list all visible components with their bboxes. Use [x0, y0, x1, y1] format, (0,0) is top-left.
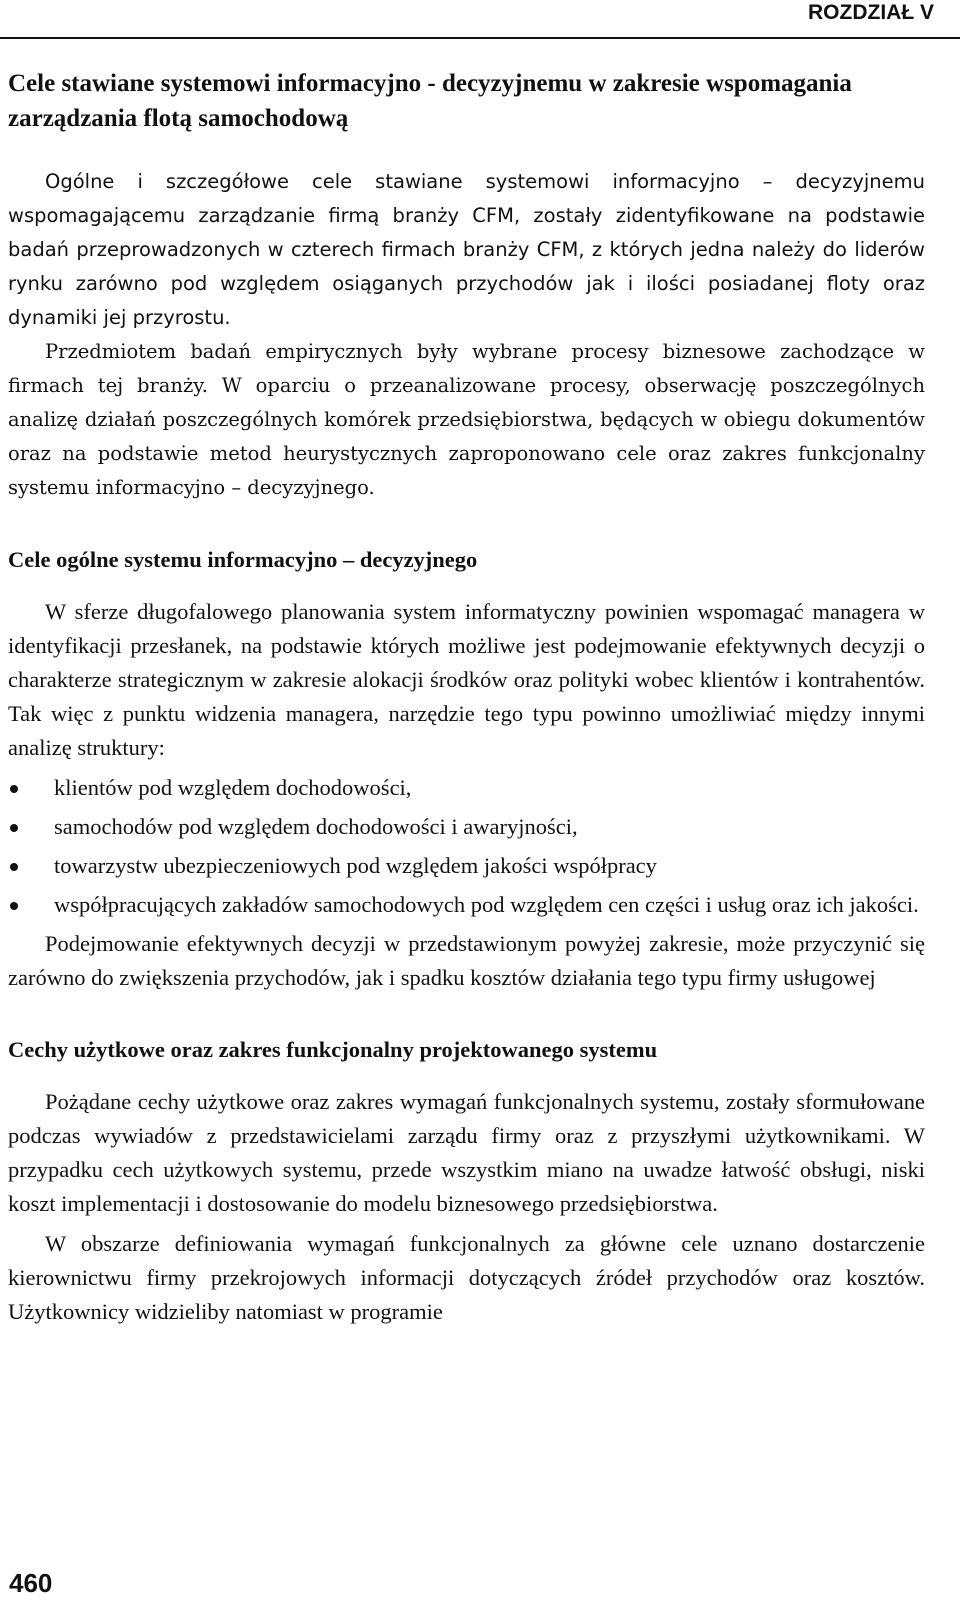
bullet-icon: [10, 902, 18, 910]
section-1-paragraph-2: Podejmowanie efektywnych decyzji w przedstawionym powyżej zakresie, może przyczynić się zarówno do zwiększenia przychodów, jak i spadku kosztów działania tego typu firmy usługowej: [8, 931, 925, 990]
chapter-label: ROZDZIAŁ V: [808, 1, 934, 24]
section-2-paragraph-1: Pożądane cechy użytkowe oraz zakres wymagań funkcjonalnych systemu, zostały sformułowane podczas wywiadów z przedstawicielami zarządu firmy oraz z przyszłymi użytkownikami. W przypadku cech użytkowych systemu, przede wszystkim miano na uwadze łatwość obsługi, niski koszt implementacji i dostosowanie do modelu biznesowego przedsiębiorstwa.: [8, 1089, 925, 1216]
section-1-paragraph-1: W sferze długofalowego planowania system informatyczny powinien wspomagać managera w identyfikacji przesłanek, na podstawie których możliwe jest podejmowanie efektywnych decyzji o charakterze strategicznym w zakresie alokacji środków oraz polityki wobec klientów i kontrahentów. Tak więc z punktu widzenia managera, narzędzie tego typu powinno umożliwiać między innymi analizę struktury:: [8, 599, 925, 760]
list-item-text: towarzystw ubezpieczeniowych pod względem jakości współpracy: [54, 853, 657, 878]
list-item-text: samochodów pod względem dochodowości i awaryjności,: [54, 814, 578, 839]
bullet-icon: [10, 824, 18, 832]
list-item: [8, 810, 925, 844]
section-1-title: Cele ogólne systemu informacyjno – decyzyjnego: [8, 547, 478, 572]
main-content: [8, 66, 925, 1329]
bullet-icon: [10, 863, 18, 871]
intro-paragraph-1: Ogólne i szczegółowe cele stawiane systemowi informacyjno – decyzyjnemu wspomagającemu zarządzanie firmą branży CFM, zostały zidentyfikowane na podstawie badań przeprowadzonych w czterech firmach branży CFM, z których jedna należy do liderów rynku zarówno pod względem osiąganych przychodów jak i ilości posiadanej floty oraz dynamiki jej przyrostu.: [8, 170, 925, 329]
chapter-title: Cele stawiane systemowi informacyjno - decyzyjnemu w zakresie wspomagania zarządzania flotą samochodową: [8, 70, 852, 132]
list-item-text: współpracujących zakładów samochodowych pod względem cen części i usług oraz ich jakości.: [54, 892, 919, 917]
structure-list: [8, 771, 925, 922]
running-header: [0, 0, 960, 26]
bullet-icon: [10, 785, 18, 793]
list-item: [8, 888, 925, 922]
list-item: [8, 849, 925, 883]
section-2-paragraph-2: W obszarze definiowania wymagań funkcjonalnych za główne cele uznano dostarczenie kierownictwu firmy przekrojowych informacji dotyczących źródeł przychodów oraz kosztów. Użytkownicy widzieliby natomiast w programie: [8, 1231, 925, 1324]
list-item-text: klientów pod względem dochodowości,: [54, 775, 412, 800]
list-item: [8, 771, 925, 805]
page-number: 460: [9, 1568, 53, 1598]
intro-paragraph-2: Przedmiotem badań empirycznych były wybrane procesy biznesowe zachodzące w firmach tej branży. W oparciu o przeanalizowane procesy, obserwację poszczególnych analizę działań poszczególnych komórek przedsiębiorstwa, będących w obiegu dokumentów oraz na podstawie metod heurystycznych zaproponowano cele oraz zakres funkcjonalny systemu informacyjno – decyzyjnego.: [8, 340, 925, 499]
section-2-title: Cechy użytkowe oraz zakres funkcjonalny projektowanego systemu: [8, 1037, 658, 1062]
header-rule: [0, 37, 960, 39]
